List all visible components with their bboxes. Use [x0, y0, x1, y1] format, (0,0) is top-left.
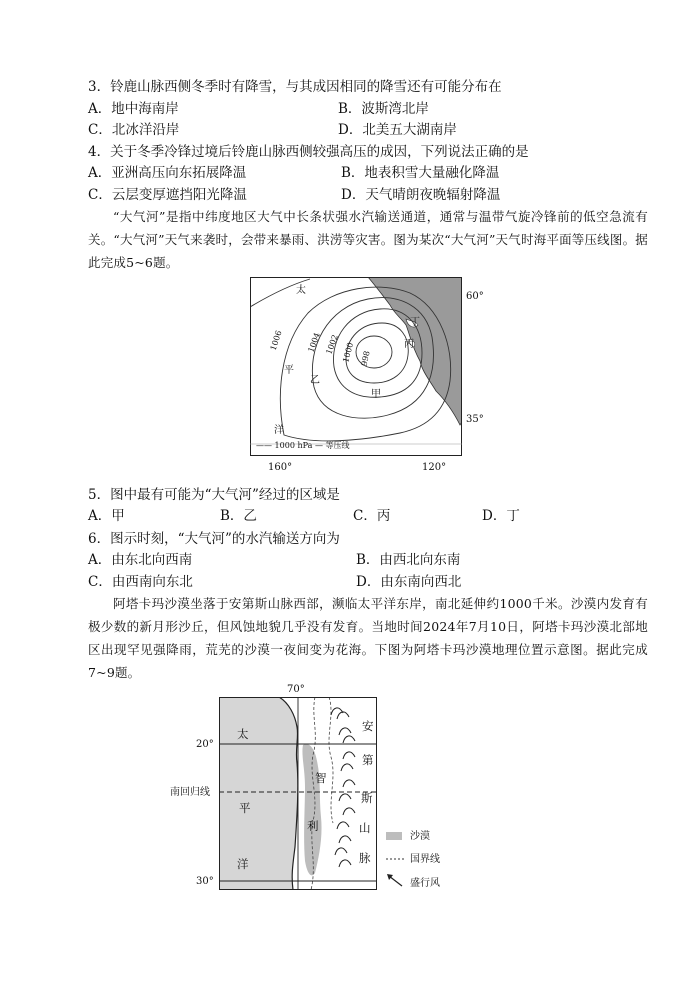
andes-label-3: 斯 — [361, 791, 373, 805]
andes-label-4: 山 — [359, 821, 371, 835]
q3-option-d: D．北美五大湖南岸 — [338, 122, 457, 138]
ocean-label-1: 太 — [296, 285, 306, 296]
q6-option-d: D．由东南向西北 — [356, 574, 462, 590]
isobar-1000 — [346, 323, 408, 383]
isobar-label-1000: 1000 — [341, 341, 356, 364]
map2-legend — [384, 828, 494, 892]
isobar-label-998: 998 — [359, 350, 372, 367]
isobar-label-1004: 1004 — [306, 331, 322, 354]
q5-option-a: A．甲 — [88, 508, 125, 524]
atacama-map — [219, 697, 377, 890]
point-yi: 乙 — [310, 375, 320, 386]
ocean2-label-2: 平 — [239, 801, 251, 815]
q4-option-c: C．云层变厚遮挡阳光降温 — [88, 187, 247, 203]
q5-option-c: C．丙 — [353, 508, 391, 524]
lat-35: 35° — [466, 414, 484, 425]
passage-atmospheric-river: “大气河”是指中纬度地区大气中长条状强水汽输送通道，通常与温带气旋冷锋前的低空急流有关。“大气河”天气来袭时，会带来暴雨、洪涝等灾害。图为某次“大气河”天气时海平面等压线图。据此完成5~6题。 — [88, 209, 648, 270]
chile-label-2: 利 — [307, 819, 319, 833]
legend-wind-label: 盛行风 — [410, 878, 440, 889]
andes-label-2: 第 — [362, 753, 374, 767]
q5-option-d: D．丁 — [482, 508, 520, 524]
lon-160: 160° — [268, 462, 293, 473]
q3-option-a: A．地中海南岸 — [88, 101, 179, 117]
lat-60: 60° — [466, 291, 484, 302]
point-ding: 丁 — [410, 317, 420, 328]
andes-label-1: 安 — [362, 719, 374, 733]
border-line-2 — [329, 697, 333, 823]
ocean-label-3: 洋 — [274, 425, 284, 436]
point-jia: 甲 — [371, 389, 381, 400]
chile-label-1: 智 — [315, 771, 327, 785]
andes-mountain-symbols — [331, 708, 355, 867]
ocean2-label-1: 太 — [237, 727, 249, 741]
tropic-label: 南回归线 — [170, 787, 210, 798]
ocean-label-2: 平 — [284, 365, 294, 376]
legend-text: 1000 hPa — 等压线 — [274, 441, 350, 450]
isobar-label-1006: 1006 — [268, 329, 284, 352]
q6-stem: 6．图示时刻，“大气河”的水汽输送方向为 — [88, 531, 340, 547]
q4-option-a: A．亚洲高压向东拓展降温 — [88, 165, 247, 181]
q3-option-b: B．波斯湾北岸 — [338, 101, 429, 117]
lon-120: 120° — [422, 462, 447, 473]
point-bing: 丙 — [404, 339, 414, 350]
north-america-land — [368, 277, 462, 425]
q4-option-b: B．地表积雪大量融化降温 — [341, 165, 500, 181]
lon-70: 70° — [287, 684, 305, 695]
andes-label-5: 脉 — [359, 851, 371, 865]
legend-desert-label: 沙漠 — [410, 831, 430, 842]
q3-stem: 3．铃鹿山脉西侧冬季时有降雪，与其成因相同的降雪还有可能分布在 — [88, 79, 502, 95]
legend-desert-swatch — [386, 832, 402, 840]
q6-option-b: B．由西北向东南 — [356, 552, 461, 568]
legend-line-symbol: —— — [256, 441, 272, 450]
map1-legend — [256, 440, 349, 451]
isobar-label-1002: 1002 — [324, 333, 340, 356]
passage-atacama: 阿塔卡玛沙漠坐落于安第斯山脉西部，濒临太平洋东岸，南北延伸约1000千米。沙漠内发育有极少数的新月形沙丘，但风蚀地貌几乎没有发育。当地时间2024年7月10日，阿塔卡玛沙漠北部地区出现罕见强降雨，荒芜的沙漠一夜间变为花海。下图为阿塔卡玛沙漠地理位置示意图。据此完成7~9题。 — [88, 596, 648, 680]
q4-stem: 4．关于冬季冷锋过境后铃鹿山脉西侧较强高压的成因，下列说法正确的是 — [88, 144, 529, 160]
q4-option-d: D．天气晴朗夜晚辐射降温 — [341, 187, 501, 203]
q5-stem: 5．图中最有可能为“大气河”经过的区域是 — [88, 487, 340, 503]
q6-option-a: A．由东北向西南 — [88, 552, 193, 568]
ocean2-label-3: 洋 — [237, 857, 249, 871]
q5-option-b: B．乙 — [220, 508, 257, 524]
legend-symbols — [384, 828, 410, 892]
pacific-ocean — [219, 697, 298, 890]
isobar-map — [250, 277, 462, 456]
q3-option-c: C．北冰洋沿岸 — [88, 122, 180, 138]
lat-20-label: 20° — [196, 739, 214, 750]
lat-30-label: 30° — [196, 876, 214, 887]
legend-border-label: 国界线 — [410, 854, 440, 865]
q6-option-c: C．由西南向东北 — [88, 574, 193, 590]
